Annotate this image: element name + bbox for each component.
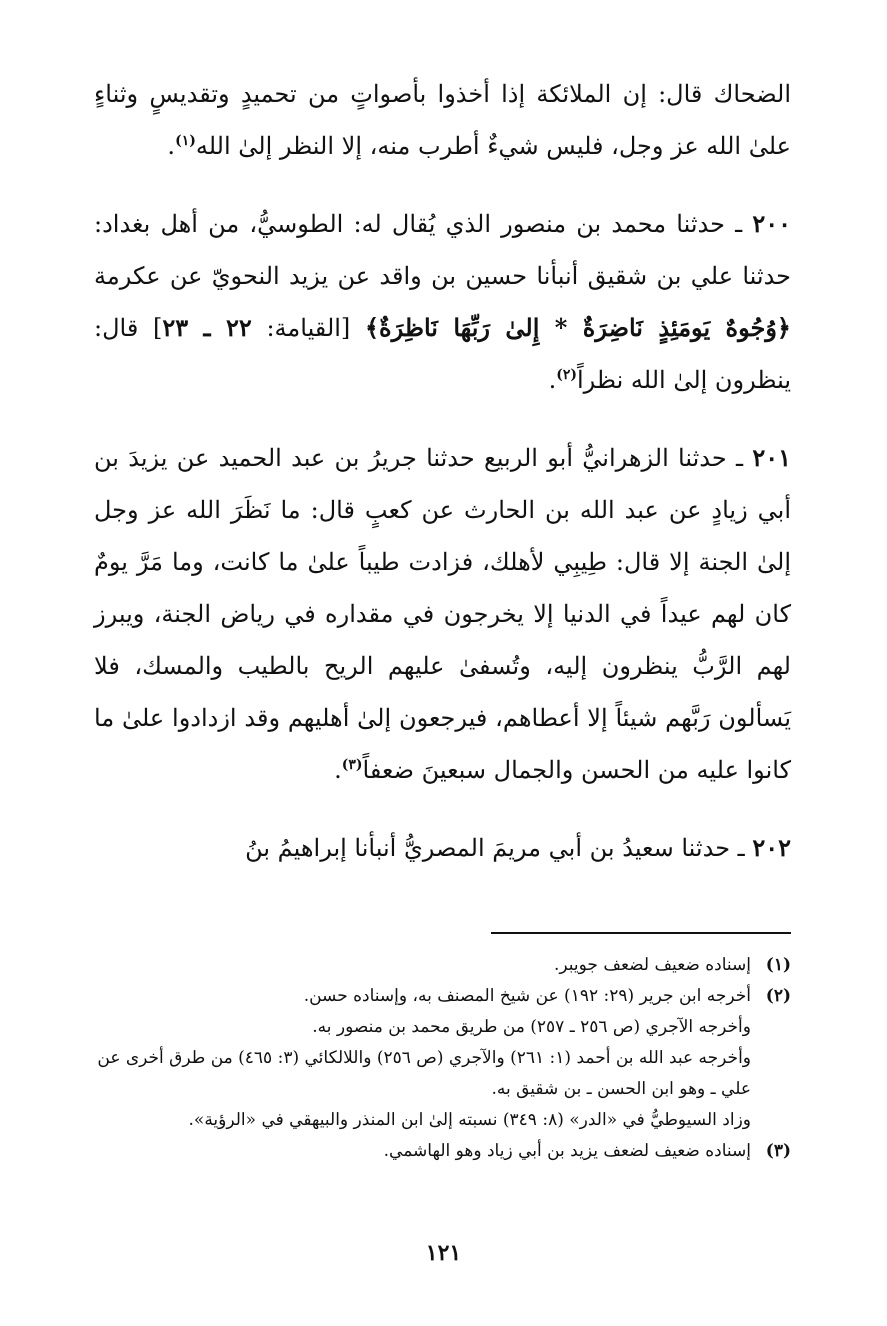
footnote-body (94, 981, 751, 1136)
quran-citation-verses: ٢٢ ـ ٢٣ (162, 313, 252, 342)
footnote-2 (94, 981, 791, 1136)
footnote-number: (٢) (765, 986, 791, 1006)
footnote-body (94, 1136, 751, 1167)
footnote-3 (94, 1136, 791, 1167)
hadith-number: ٢٠٢ (752, 833, 791, 862)
footnotes (94, 950, 791, 1167)
footnote-number: (١) (765, 955, 791, 975)
footnote-line: إسناده ضعيف لضعف يزيد بن أبي زياد وهو الهاشمي. (383, 1141, 751, 1161)
footnote-separator (491, 932, 791, 934)
footnote-line: وأخرجه الآجري (ص ٢٥٦ ـ ٢٥٧) من طريق محمد بن منصور به. (312, 1017, 751, 1037)
paragraph-text: ـ حدثنا الزهرانيُّ أبو الربيع حدثنا جريرُ بن عبد الحميد عن يزيدَ بن أبي زيادٍ عن عبد الله بن الحارث عن كعبٍ قال: ما نَظَرَ الله عز وجل إلىٰ الجنة إلا قال: طِيبِي لأهلك، فزادت طيباً علىٰ ما كانت، وما مَرَّ يومٌ كان لهم عيداً في الدنيا إلا يخرجون في مقداره في رياض الجنة، ويبرز لهم الرَّبُّ ينظرون إليه، وتُسفىٰ عليهم الريح بالطيب والمسك، فلا يَسألون رَبَّهم شيئاً إلا أعطاهم، فيرجعون إلىٰ أهليهم وقد ازدادوا علىٰ ما كانوا عليه من الحسن والجمال سبعينَ ضعفاً (94, 444, 792, 784)
main-text (94, 68, 791, 900)
footnote-line: أخرجه ابن جرير (٢٩: ١٩٢) عن شيخ المصنف به، وإسناده حسن. (303, 986, 751, 1006)
footnote-reference: (١) (175, 133, 196, 149)
quran-citation-open: [القيامة: (251, 314, 365, 342)
paragraph-end: . (334, 756, 342, 784)
hadith-number: ٢٠١ (752, 443, 791, 472)
footnote-body (94, 950, 751, 981)
paragraph-text-after: ] قال: ينظرون إلىٰ الله نظراً (94, 314, 791, 394)
footnote-line: إسناده ضعيف لضعف جويبر. (554, 955, 751, 975)
paragraph-text: الضحاك قال: إن الملائكة إذا أخذوا بأصواتٍ من تحميدٍ وتقديسٍ وثناءٍ علىٰ الله عز وجل، فليس شيءٌ أطرب منه، إلا النظر إلىٰ الله (94, 80, 791, 160)
paragraph-end: . (167, 132, 176, 160)
footnote-line: وزاد السيوطيُّ في «الدر» (٨: ٣٤٩) نسبته إلىٰ ابن المنذر والبيهقي في «الرؤية». (188, 1110, 751, 1130)
hadith-number: ٢٠٠ (752, 209, 791, 238)
paragraph-continuation (94, 68, 791, 172)
footnote-reference: (٢) (556, 367, 577, 383)
hadith-200 (94, 198, 791, 406)
page-number: ١٢١ (425, 1240, 462, 1266)
footnote-1 (94, 950, 791, 981)
paragraph-text: ـ حدثنا محمد بن منصور الذي يُقال له: الطوسيُّ، من أهل بغداد: حدثنا علي بن شقيق أنبأنا حسين بن واقد عن يزيد النحويّ عن عكرمة (94, 210, 791, 290)
hadith-201 (94, 432, 791, 796)
paragraph-text: ـ حدثنا سعيدُ بن أبي مريمَ المصريُّ أنبأنا إبراهيمُ بنُ (245, 834, 753, 862)
hadith-202 (94, 822, 791, 874)
footnote-reference: (٣) (341, 757, 363, 773)
footnote-number: (٣) (765, 1141, 791, 1161)
footnote-line: وأخرجه عبد الله بن أحمد (١: ٢٦١) والآجري (ص ٢٥٦) واللالكائي (٣: ٤٦٥) من طرق أخرى عن علي ـ وهو ابن الحسن ـ بن شقيق به. (97, 1048, 751, 1099)
paragraph-end: . (548, 366, 557, 394)
quran-verse: ﴿وُجُوهٌ يَومَئِذٍ نَاضِرَةٌ * إِلىٰ رَبِّهَا نَاظِرَةٌ﴾ (364, 313, 791, 342)
